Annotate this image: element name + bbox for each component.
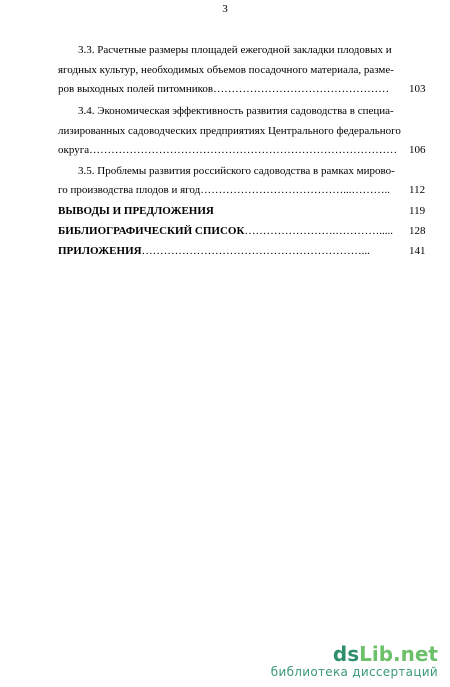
page-number: 3 (222, 3, 228, 15)
toc-conclusions-page: 119 (409, 205, 426, 217)
toc-bibliography-page: 128 (409, 225, 426, 237)
toc-entry-3-5-page: 112 (409, 184, 426, 196)
toc-entry-3-3-line-2: ягодных культур, необходимых объемов посадочного материала, разме- (58, 64, 394, 76)
toc-appendices-page: 141 (409, 245, 426, 257)
toc-entry-3-4-page: 106 (409, 144, 426, 156)
toc-conclusions-title: ВЫВОДЫ И ПРЕДЛОЖЕНИЯ (58, 205, 214, 217)
toc-appendices-title: ПРИЛОЖЕНИЯ (58, 245, 142, 257)
toc-entry-3-3-line-1: 3.3. Расчетные размеры площадей ежегодной закладки плодовых и (78, 44, 392, 56)
toc-entry-3-4-line-3: округа………………………………………………………………………… (58, 144, 398, 156)
toc-entry-3-5-line-1: 3.5. Проблемы развития российского садоводства в рамках мирово- (78, 165, 395, 177)
toc-appendices-dots: ……………………………………………………... (141, 245, 370, 257)
toc-entry-3-5-line-2: го производства плодов и ягод…………………………………...……….. (58, 184, 390, 196)
toc-appendices (58, 244, 370, 258)
toc-bibliography-title: БИБЛИОГРАФИЧЕСКИЙ СПИСОК (58, 225, 245, 237)
toc-entry-3-3-line-3: ров выходных полей питомников………………………………………… (58, 83, 390, 95)
toc-entry-3-4-line-1: 3.4. Экономическая эффективность развития садоводства в специа- (78, 105, 394, 117)
watermark-subtitle: библиотека диссертаций (270, 665, 438, 679)
watermark-logo: dsLib.net (332, 642, 438, 666)
watermark (271, 643, 438, 679)
toc-bibliography (58, 224, 393, 238)
toc-entry-3-3-page: 103 (409, 83, 426, 95)
toc-bibliography-dots: …………………….…………..... (244, 225, 393, 237)
toc-entry-3-4-line-2: лизированных садоводческих предприятиях Центрального федерального (58, 125, 401, 137)
